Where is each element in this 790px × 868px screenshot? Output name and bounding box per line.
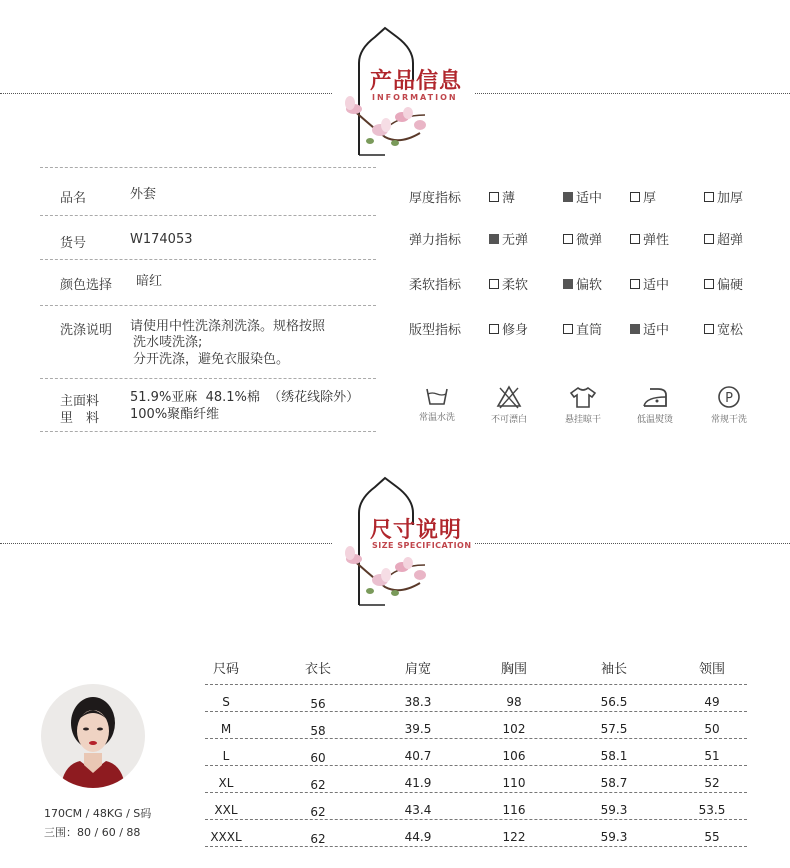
indicator-option-label: 弹性 — [643, 233, 670, 248]
indicator-option-label: 适中 — [643, 278, 670, 293]
lining-value: 100%聚酯纤维 — [130, 407, 220, 422]
name-label: 品名 — [60, 191, 87, 206]
indicator-option-label: 适中 — [576, 191, 603, 206]
care-label: 悬挂晾干 — [564, 415, 601, 425]
size-table-divider — [205, 738, 747, 739]
care-label: 低温熨烫 — [636, 415, 673, 425]
indicator-option-label: 偏软 — [576, 278, 603, 293]
indicator-option — [563, 229, 602, 248]
indicator-option-label: 适中 — [643, 323, 670, 338]
checkbox-checked-icon — [489, 234, 499, 244]
no-bleach-icon — [496, 385, 522, 409]
size-table-header: 衣长 — [304, 662, 331, 677]
size-table-cell: 44.9 — [404, 830, 432, 844]
size-divider-left — [0, 543, 332, 544]
info-divider-right — [475, 93, 790, 94]
wash-label: 洗涤说明 — [60, 323, 113, 338]
size-table-header: 胸围 — [500, 662, 527, 677]
wash-basin-icon — [425, 385, 449, 407]
care-item — [474, 385, 544, 425]
indicator-option-label: 柔软 — [502, 278, 529, 293]
checkbox-empty-icon — [563, 324, 573, 334]
size-table-divider — [205, 792, 747, 793]
color-label: 颜色选择 — [60, 278, 113, 293]
size-table-cell: 51 — [704, 749, 720, 763]
size-table-cell: 56 — [310, 697, 326, 711]
size-table-divider — [205, 819, 747, 820]
size-table-cell: 59.3 — [600, 830, 628, 844]
magnolia-flower-icon — [340, 545, 435, 605]
name-value: 外套 — [130, 187, 157, 202]
indicator-label: 弹力指标 — [409, 233, 462, 248]
size-table-header: 尺码 — [212, 662, 239, 677]
indicator-option-label: 宽松 — [717, 323, 744, 338]
indicator-label: 版型指标 — [409, 323, 462, 338]
indicator-option — [630, 319, 669, 338]
size-divider-right — [475, 543, 790, 544]
size-table-cell: XXL — [214, 803, 238, 817]
size-table-header: 领围 — [698, 662, 725, 677]
indicator-label: 厚度指标 — [409, 191, 462, 206]
size-table-cell: 58 — [310, 724, 326, 738]
checkbox-empty-icon — [704, 324, 714, 334]
indicator-option — [489, 229, 528, 248]
indicator-option — [489, 274, 528, 293]
size-table-divider — [205, 846, 747, 847]
info-section-title: 产品信息 — [370, 69, 463, 94]
size-table-cell: 52 — [704, 776, 720, 790]
care-label: 常温水洗 — [418, 413, 455, 423]
size-table-cell: 49 — [704, 695, 720, 709]
size-table-cell: 56.5 — [600, 695, 628, 709]
size-section-title: 尺寸说明 — [370, 518, 463, 543]
indicator-option — [630, 229, 669, 248]
checkbox-empty-icon — [489, 279, 499, 289]
care-item — [620, 385, 690, 425]
indicator-label: 柔软指标 — [409, 278, 462, 293]
model-measurements: 170CM / 48KG / S码 — [44, 807, 152, 820]
info-section-subtitle: INFORMATION — [372, 93, 458, 102]
indicator-option-label: 微弹 — [576, 233, 603, 248]
size-table-divider — [205, 765, 747, 766]
indicator-option-label: 厚 — [643, 191, 657, 206]
info-row-divider — [40, 215, 376, 216]
sku-value: W174053 — [130, 232, 193, 247]
hang-dry-icon — [568, 385, 598, 409]
fabric-value: 51.9%亚麻 48.1%棉 （绣花线除外） — [130, 390, 360, 405]
checkbox-empty-icon — [563, 234, 573, 244]
size-table-cell: L — [222, 749, 230, 763]
size-table-cell: 40.7 — [404, 749, 432, 763]
size-table-header: 肩宽 — [404, 662, 431, 677]
wash-line-1: 请使用中性洗涤剂洗涤。规格按照 — [130, 319, 326, 334]
indicator-option — [704, 187, 743, 206]
care-item — [694, 385, 764, 425]
size-table-cell: M — [220, 722, 232, 736]
indicator-option-label: 直筒 — [576, 323, 603, 338]
indicator-option — [563, 187, 602, 206]
info-row-divider — [40, 259, 376, 260]
checkbox-empty-icon — [630, 234, 640, 244]
indicator-option-label: 加厚 — [717, 191, 744, 206]
indicator-option — [630, 274, 669, 293]
indicator-option — [704, 274, 743, 293]
indicator-option-label: 超弹 — [717, 233, 744, 248]
size-table-cell: 116 — [502, 803, 526, 817]
indicator-option-label: 无弹 — [502, 233, 529, 248]
care-label: 不可漂白 — [490, 415, 527, 425]
size-table-cell: 58.7 — [600, 776, 628, 790]
size-table-cell: 41.9 — [404, 776, 432, 790]
checkbox-empty-icon — [704, 192, 714, 202]
indicator-option — [704, 229, 743, 248]
sku-label: 货号 — [60, 236, 87, 251]
checkbox-empty-icon — [489, 324, 499, 334]
info-row-divider — [40, 431, 376, 432]
info-row-divider — [40, 305, 376, 306]
size-table-cell: 122 — [502, 830, 526, 844]
size-table-cell: 53.5 — [698, 803, 726, 817]
care-label: 常规干洗 — [710, 415, 747, 425]
size-section-subtitle: SIZE SPECIFICATION — [372, 541, 472, 550]
indicator-option — [563, 319, 602, 338]
svg-text:P: P — [725, 391, 733, 406]
model-avatar — [40, 683, 146, 789]
care-item — [548, 385, 618, 425]
indicator-option-label: 薄 — [502, 191, 516, 206]
size-table-divider — [205, 711, 747, 712]
size-table-cell: 55 — [704, 830, 720, 844]
care-item — [402, 385, 472, 423]
info-row-divider — [40, 167, 376, 168]
indicator-option — [489, 319, 528, 338]
size-table-cell: XXXL — [210, 830, 242, 844]
size-table-cell: 62 — [310, 805, 326, 819]
size-table-cell: 58.1 — [600, 749, 628, 763]
checkbox-empty-icon — [630, 279, 640, 289]
model-three-sizes: 三围：80 / 60 / 88 — [44, 826, 141, 839]
size-table-cell: 39.5 — [404, 722, 432, 736]
indicator-option — [563, 274, 602, 293]
size-table-cell: 38.3 — [404, 695, 432, 709]
dry-clean-p-icon — [716, 385, 742, 409]
checkbox-empty-icon — [489, 192, 499, 202]
size-table-cell: XL — [218, 776, 234, 790]
size-table-cell: 50 — [704, 722, 720, 736]
size-table-header: 袖长 — [600, 662, 627, 677]
size-table-cell: 106 — [502, 749, 526, 763]
size-table-cell: 60 — [310, 751, 326, 765]
size-table-cell: 62 — [310, 832, 326, 846]
indicator-option-label: 偏硬 — [717, 278, 744, 293]
wash-line-3: 分开洗涤，避免衣服染色。 — [133, 352, 290, 367]
size-table-divider — [205, 684, 747, 685]
size-table-cell: 59.3 — [600, 803, 628, 817]
size-table-cell: 98 — [506, 695, 522, 709]
size-table-cell: 110 — [502, 776, 526, 790]
magnolia-flower-icon — [340, 95, 435, 155]
info-row-divider — [40, 378, 376, 379]
indicator-option — [630, 187, 656, 206]
indicator-option-label: 修身 — [502, 323, 529, 338]
color-value: 暗红 — [136, 274, 163, 289]
lining-label: 里 料 — [60, 411, 100, 426]
checkbox-empty-icon — [630, 192, 640, 202]
checkbox-empty-icon — [704, 234, 714, 244]
iron-icon — [640, 385, 670, 409]
size-table-cell: 43.4 — [404, 803, 432, 817]
checkbox-checked-icon — [630, 324, 640, 334]
indicator-option — [704, 319, 743, 338]
checkbox-checked-icon — [563, 279, 573, 289]
size-table-cell: 57.5 — [600, 722, 628, 736]
fabric-label: 主面料 — [60, 394, 100, 409]
size-table-cell: 62 — [310, 778, 326, 792]
wash-line-2: 洗水唛洗涤; — [133, 335, 203, 350]
checkbox-checked-icon — [563, 192, 573, 202]
checkbox-empty-icon — [704, 279, 714, 289]
size-table-cell: S — [222, 695, 230, 709]
size-table-cell: 102 — [502, 722, 526, 736]
indicator-option — [489, 187, 515, 206]
info-divider-left — [0, 93, 332, 94]
